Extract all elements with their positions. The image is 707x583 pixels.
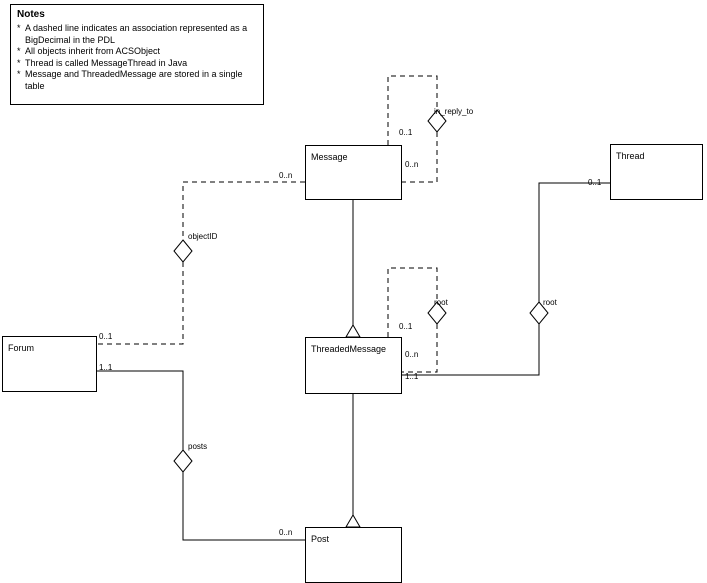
triangle-generalization-post [346,515,360,527]
class-box-forum[interactable] [2,336,97,392]
class-name-post: Post [311,534,330,544]
class-box-thread[interactable] [610,144,703,200]
notes-title: Notes [17,9,45,20]
multiplicity-label: 0..1 [399,322,413,331]
edge-root-left-upper [388,268,437,337]
association-label-objectid: objectID [188,232,218,241]
note-item: * All objects inherit from ACSObject [17,46,257,58]
class-name-message: Message [311,152,348,162]
multiplicity-label: 0..n [405,160,419,169]
class-box-post[interactable] [305,527,402,583]
multiplicity-label: 0..n [279,171,293,180]
association-label-root-right: root [543,298,557,307]
note-item: * Message and ThreadedMessage are stored in a single table [17,69,257,92]
notes-list [17,23,257,92]
note-item: * Thread is called MessageThread in Java [17,58,257,70]
multiplicity-label: 1..1 [405,372,419,381]
multiplicity-label: 0..1 [399,128,413,137]
multiplicity-label: 0..n [279,528,293,537]
association-label-in-reply-to: in_reply_to [434,107,474,116]
class-name-thread: Thread [616,151,645,161]
class-name-forum: Forum [8,343,35,353]
edge-root-left-lower [402,324,437,372]
multiplicity-label: 0..1 [588,178,602,187]
class-box-message[interactable] [305,145,402,200]
edge-root-right-upper [539,183,610,302]
notes-box [10,4,264,105]
class-name-threadedmessage: ThreadedMessage [311,344,387,354]
multiplicity-label: 0..n [405,350,419,359]
association-label-posts: posts [188,442,208,451]
association-label-root-left: root [434,298,448,307]
triangle-generalization-threadedmessage [346,325,360,337]
note-item: * A dashed line indicates an association represented as a BigDecimal in the PDL [17,23,257,46]
multiplicity-label: 0..1 [99,332,113,341]
edge-posts-upper [97,371,183,450]
edge-in-reply-to-upper [388,76,437,145]
edge-root-right-lower [402,324,539,375]
diamond-posts [174,450,192,472]
diamond-objectid [174,240,192,262]
multiplicity-label: 1..1 [99,363,113,372]
edge-in-reply-to-lower [402,132,437,182]
class-box-threadedmessage[interactable] [305,337,402,394]
